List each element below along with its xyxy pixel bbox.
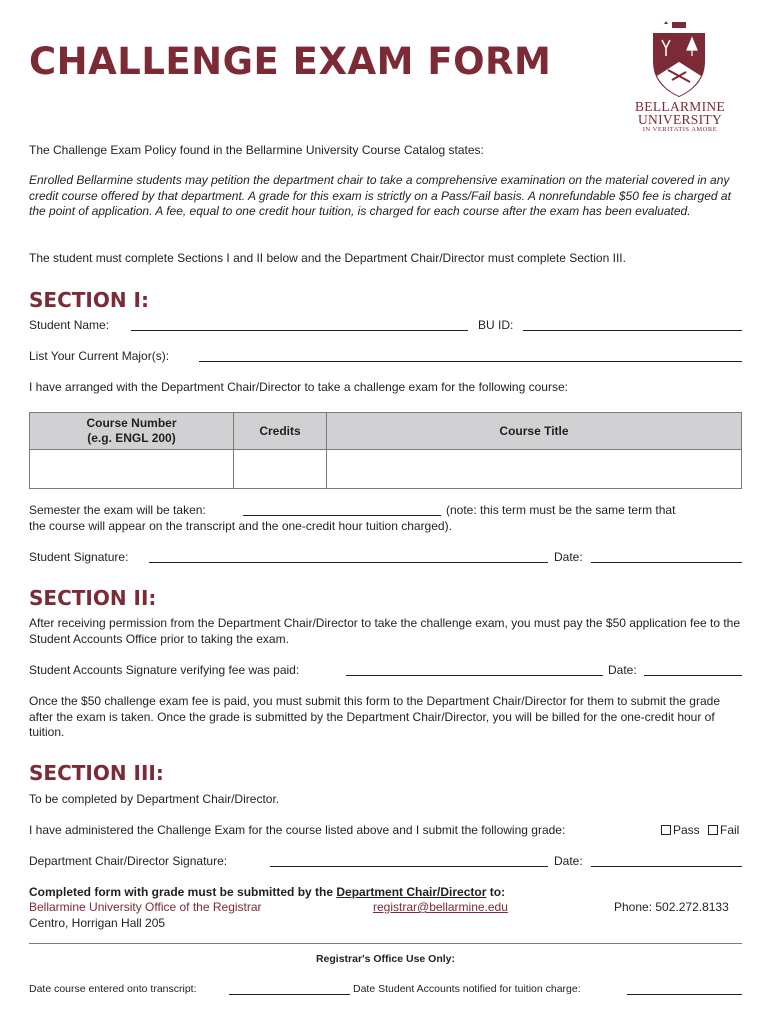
- submit-instruction: Completed form with grade must be submitted by the Department Chair/Director to:: [29, 885, 506, 899]
- logo-line-2: UNIVERSITY: [638, 112, 722, 127]
- section-3-heading: SECTION III:: [29, 761, 164, 785]
- accounts-date-field[interactable]: [644, 675, 742, 676]
- registrar-phone: Phone: 502.272.8133: [614, 900, 729, 914]
- course-title-header: Course Title: [327, 413, 742, 450]
- student-signature-label: Student Signature:: [29, 550, 129, 564]
- pass-label: Pass: [673, 823, 700, 837]
- office-use-heading: Registrar's Office Use Only:: [315, 953, 456, 965]
- student-signature-field[interactable]: [149, 562, 548, 563]
- registrar-location: Centro, Horrigan Hall 205: [29, 916, 166, 930]
- fail-option[interactable]: [708, 823, 739, 837]
- section-2-text-1: After receiving permission from the Department Chair/Director to take the challenge exam, you must pay the $50 application fee to the Student Accounts Office prior to taking the exam.: [29, 616, 741, 646]
- semester-note-1: (note: this term must be the same term that: [446, 503, 676, 517]
- section-1-heading: SECTION I:: [29, 288, 149, 312]
- semester-field[interactable]: [243, 515, 441, 516]
- course-number-cell[interactable]: [30, 450, 234, 489]
- logo-motto: IN VERITATIS AMORE: [642, 126, 718, 133]
- chair-signature-label: Department Chair/Director Signature:: [29, 854, 228, 868]
- credits-cell[interactable]: [234, 450, 327, 489]
- logo-line-1: BELLARMINE: [635, 99, 725, 114]
- accounts-date-label: Date:: [608, 663, 637, 677]
- section-2-text-2: Once the $50 challenge exam fee is paid, you must submit this form to the Department Chair/Director for them to submit the grade after the exam is taken. Once the grade is submitted by the Department Chair/Director, you will be billed for the one-credit hour of tuition.: [29, 694, 720, 739]
- course-title-cell[interactable]: [327, 450, 742, 489]
- chair-date-field[interactable]: [591, 866, 742, 867]
- pass-checkbox[interactable]: [661, 825, 671, 835]
- section-2-heading: SECTION II:: [29, 586, 157, 610]
- footer-divider: [29, 943, 742, 944]
- accounts-notified-label: Date Student Accounts notified for tuition charge:: [353, 983, 581, 995]
- student-name-field[interactable]: [131, 330, 468, 331]
- chair-date-label: Date:: [554, 854, 583, 868]
- credits-header: Credits: [234, 413, 327, 450]
- instructions: The student must complete Sections I and II below and the Department Chair/Director must complete Section III.: [29, 251, 626, 265]
- bu-id-label: BU ID:: [478, 318, 514, 332]
- student-name-label: Student Name:: [29, 318, 110, 332]
- semester-note-2: the course will appear on the transcript and the one-credit hour tuition charged).: [29, 519, 452, 533]
- grade-text: I have administered the Challenge Exam for the course listed above and I submit the following grade:: [29, 823, 566, 837]
- section-3-text-1: To be completed by Department Chair/Director.: [29, 792, 280, 806]
- form-title: CHALLENGE EXAM FORM: [29, 40, 552, 83]
- bu-id-field[interactable]: [523, 330, 742, 331]
- major-label: List Your Current Major(s):: [29, 349, 170, 363]
- university-crest-icon: [648, 20, 710, 100]
- major-field[interactable]: [199, 361, 742, 362]
- chair-signature-field[interactable]: [270, 866, 548, 867]
- semester-label: Semester the exam will be taken:: [29, 503, 206, 517]
- accounts-signature-field[interactable]: [346, 675, 603, 676]
- policy-lead: The Challenge Exam Policy found in the Bellarmine University Course Catalog states:: [29, 143, 484, 157]
- registrar-office: Bellarmine University Office of the Registrar: [29, 900, 262, 914]
- accounts-signature-label: Student Accounts Signature verifying fee was paid:: [29, 663, 300, 677]
- fail-checkbox[interactable]: [708, 825, 718, 835]
- policy-text: Enrolled Bellarmine students may petition the department chair to take a comprehensive examination on the material covered in any credit course offered by that department. A grade for this exam is strictly on a Pass/Fail basis. A nonrefundable $50 fee is charged at the point of application. A fee, equal to one credit hour tuition, is charged for each course after the exam has been evaluated.: [29, 173, 731, 218]
- arranged-text: I have arranged with the Department Chair/Director to take a challenge exam for the following course:: [29, 380, 568, 394]
- transcript-date-field[interactable]: [229, 994, 350, 995]
- student-date-field[interactable]: [591, 562, 742, 563]
- student-date-label: Date:: [554, 550, 583, 564]
- course-number-header: Course Number (e.g. ENGL 200): [30, 413, 234, 450]
- registrar-email-link[interactable]: registrar@bellarmine.edu: [373, 900, 508, 914]
- accounts-notified-field[interactable]: [627, 994, 742, 995]
- transcript-date-label: Date course entered onto transcript:: [29, 983, 197, 995]
- course-table: [29, 412, 742, 489]
- pass-option[interactable]: [661, 823, 700, 837]
- fail-label: Fail: [720, 823, 740, 837]
